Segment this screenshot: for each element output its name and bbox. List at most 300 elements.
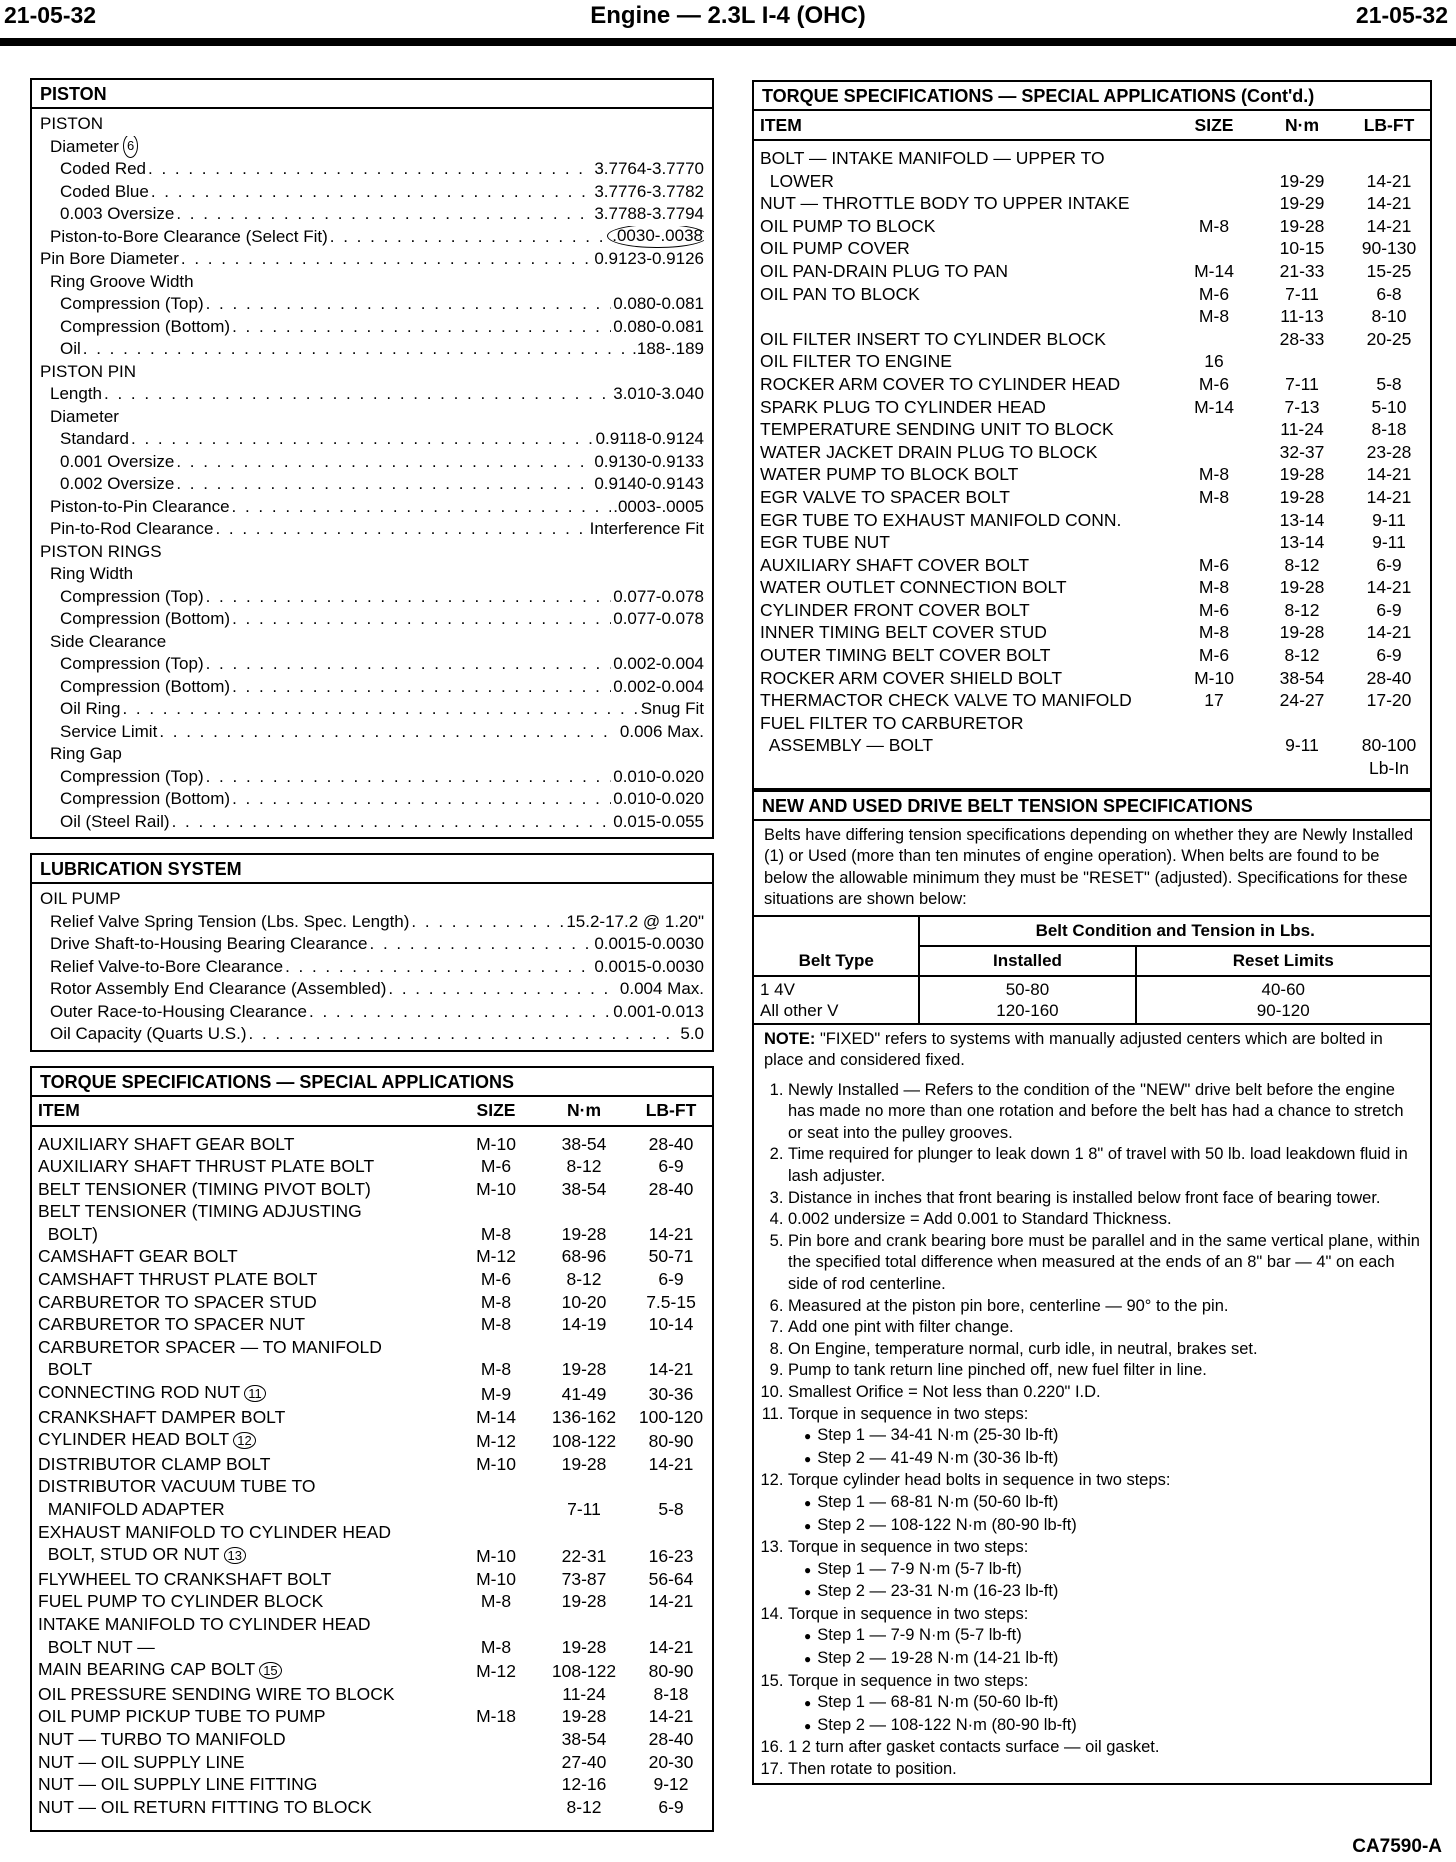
spec-label: Relief Valve Spring Tension (Lbs. Spec. Length) xyxy=(50,911,410,931)
item-value: OIL PUMP PICKUP TUBE TO PUMP xyxy=(38,1706,326,1727)
size-value: M-12 xyxy=(476,1431,516,1452)
item-value: BOLT xyxy=(38,1359,93,1380)
size-cell xyxy=(1172,667,1256,690)
footnote-text: On Engine, temperature normal, curb idle, in neutral, brakes set. xyxy=(788,1339,1258,1358)
lbft-value: 14-21 xyxy=(648,1636,694,1657)
leader-dots xyxy=(232,676,611,699)
lbft-cell xyxy=(630,1428,712,1453)
table-row xyxy=(32,1223,712,1246)
nm-value: 19-28 xyxy=(561,1223,607,1244)
nm-cell xyxy=(1256,554,1348,577)
spec-label: Relief Valve-to-Bore Clearance xyxy=(50,956,284,976)
table-row xyxy=(32,1568,712,1591)
size-value: M-8 xyxy=(480,1314,512,1335)
size-cell xyxy=(1172,509,1256,532)
item-value: ROCKER ARM COVER SHIELD BOLT xyxy=(760,667,1063,688)
item-cell xyxy=(32,1751,454,1774)
item-value: AUXILIARY SHAFT GEAR BOLT xyxy=(38,1133,295,1154)
size-value: M-8 xyxy=(1198,464,1230,485)
spec-value: 0.001-0.013 xyxy=(613,1001,704,1021)
lbft-cell xyxy=(630,1683,712,1706)
item-cell xyxy=(754,644,1172,667)
item-value: WATER JACKET DRAIN PLUG TO BLOCK xyxy=(760,441,1098,462)
spec-label: Diameter xyxy=(50,136,119,156)
size-value: M-6 xyxy=(1198,554,1230,575)
table-row xyxy=(32,1428,712,1453)
footnote-text: Pump to tank return line pinched off, new fuel filter in line. xyxy=(788,1361,1207,1380)
footnote-item xyxy=(788,1470,1420,1537)
torque-cont-table xyxy=(754,111,1430,780)
table-header-row xyxy=(754,111,1430,140)
nm-value: 73-87 xyxy=(561,1568,607,1589)
size-cell xyxy=(454,1453,538,1476)
spec-value: Interference Fit xyxy=(589,519,704,538)
nm-value: 19-29 xyxy=(1279,170,1325,191)
footnote-text: Torque in sequence in two steps: xyxy=(788,1404,1029,1423)
table-row xyxy=(754,373,1430,396)
size-cell xyxy=(454,1705,538,1728)
leader-dots xyxy=(388,978,618,1001)
nm-cell xyxy=(1256,170,1348,193)
size-cell xyxy=(1172,734,1256,757)
nm-value: 11-13 xyxy=(1280,306,1324,327)
footnote-item xyxy=(788,1759,1420,1781)
leader-dots xyxy=(370,933,593,956)
table-row xyxy=(754,734,1430,757)
lbft-value: 14-21 xyxy=(648,1453,694,1474)
lbft-value: 8-18 xyxy=(1371,419,1407,440)
nm-cell xyxy=(538,1683,630,1706)
footnote-marker: 13 xyxy=(224,1547,246,1564)
spec-row xyxy=(40,361,704,384)
lbft-value: 28-40 xyxy=(648,1728,694,1749)
spec-label: PISTON xyxy=(40,114,103,133)
nm-value: 8-12 xyxy=(1284,599,1320,620)
nm-value: 22-31 xyxy=(561,1546,607,1567)
size-value: M-12 xyxy=(476,1246,516,1267)
lbft-cell xyxy=(1348,283,1430,306)
nm-value: 8-12 xyxy=(566,1269,602,1290)
page-title: Engine — 2.3L I-4 (OHC) xyxy=(590,2,866,29)
installed-value: 50-80 xyxy=(1005,979,1050,999)
step-item: ● Step 2 — 108-122 N·m (80-90 lb-ft) xyxy=(804,1515,1420,1538)
footnote-item xyxy=(788,1231,1420,1296)
table-row xyxy=(32,1590,712,1613)
nm-value: 108-122 xyxy=(551,1661,617,1682)
lbft-value: 6-9 xyxy=(658,1156,684,1177)
spec-label: Pin-to-Rod Clearance xyxy=(50,519,214,538)
spec-row xyxy=(40,1001,704,1024)
spec-row xyxy=(40,136,704,159)
footnote-item xyxy=(788,1317,1420,1339)
lbft-value: 14-21 xyxy=(1366,193,1412,214)
table-row xyxy=(32,1155,712,1178)
nm-cell xyxy=(538,1590,630,1613)
nm-cell xyxy=(1256,712,1348,735)
lbft-cell xyxy=(1348,373,1430,396)
lbft-cell xyxy=(1348,644,1430,667)
spec-value: 0.006 Max. xyxy=(619,721,704,741)
spec-row xyxy=(40,653,704,676)
footnote-item xyxy=(788,1671,1420,1738)
size-cell xyxy=(454,1728,538,1751)
lbft-cell xyxy=(1348,621,1430,644)
nm-value: 12-16 xyxy=(561,1774,607,1795)
spec-row xyxy=(40,428,704,451)
spec-row xyxy=(40,676,704,699)
nm-value: 14-19 xyxy=(561,1314,607,1335)
size-value: M-12 xyxy=(476,1661,516,1682)
footnote-item xyxy=(788,1360,1420,1382)
belt-type-value: All other V xyxy=(760,1000,839,1020)
footnote-text: Distance in inches that front bearing is installed below front face of bearing tower. xyxy=(788,1188,1381,1207)
nm-cell xyxy=(1256,192,1348,215)
item-cell xyxy=(754,373,1172,396)
size-value: M-10 xyxy=(476,1546,516,1567)
item-cell xyxy=(32,1381,454,1406)
lbft-cell xyxy=(1348,509,1430,532)
nm-cell xyxy=(538,1126,630,1156)
table-row xyxy=(32,1453,712,1476)
nm-cell xyxy=(538,1358,630,1381)
item-cell xyxy=(32,1178,454,1201)
size-cell xyxy=(1172,396,1256,419)
spec-value: 0.080-0.081 xyxy=(613,294,704,313)
item-value: BOLT NUT — xyxy=(38,1636,155,1657)
footnote-item xyxy=(788,1382,1420,1404)
spec-label: 0.003 Oversize xyxy=(60,204,175,223)
item-cell xyxy=(32,1428,454,1453)
lbft-cell xyxy=(630,1268,712,1291)
lbft-cell xyxy=(1348,396,1430,419)
spec-row xyxy=(40,721,704,744)
nm-cell xyxy=(1256,350,1348,373)
size-value: 16 xyxy=(1204,351,1224,372)
item-value: CYLINDER FRONT COVER BOLT xyxy=(760,599,1030,620)
size-value: M-6 xyxy=(480,1156,512,1177)
lbft-cell xyxy=(630,1200,712,1223)
size-cell xyxy=(1172,554,1256,577)
size-cell xyxy=(454,1568,538,1591)
spec-row xyxy=(40,888,704,911)
spec-label: Compression (Bottom) xyxy=(60,676,231,696)
footnote-marker: 11 xyxy=(244,1385,266,1402)
table-row xyxy=(754,576,1430,599)
nm-value: 41-49 xyxy=(561,1384,607,1405)
col-lbft: LB-FT xyxy=(630,1097,712,1126)
spec-value: 0.004 Max. xyxy=(619,979,704,998)
nm-cell xyxy=(538,1336,630,1359)
nm-cell xyxy=(1256,396,1348,419)
lubrication-heading: LUBRICATION SYSTEM xyxy=(32,855,712,884)
size-cell xyxy=(1172,260,1256,283)
nm-value: 19-28 xyxy=(561,1591,607,1612)
table-row xyxy=(32,1796,712,1819)
lbft-value: 6-9 xyxy=(1376,554,1402,575)
lbft-cell xyxy=(1348,734,1430,757)
lbft-value: 7.5-15 xyxy=(646,1291,696,1312)
size-value: M-6 xyxy=(1198,373,1230,394)
note-text: "FIXED" refers to systems with manually adjusted centers which are bolted in place and considered fixed. xyxy=(764,1029,1383,1070)
spec-value: 0.0015-0.0030 xyxy=(594,934,704,953)
step-item: ● Step 2 — 23-31 N·m (16-23 lb-ft) xyxy=(804,1581,1420,1604)
size-cell xyxy=(1172,621,1256,644)
spec-value: .0003-.0005 xyxy=(613,496,704,516)
nm-cell xyxy=(538,1155,630,1178)
spec-label: 0.001 Oversize xyxy=(60,451,175,471)
table-header-row xyxy=(32,1097,712,1126)
size-cell xyxy=(454,1543,538,1568)
nm-cell xyxy=(1256,509,1348,532)
item-cell xyxy=(32,1590,454,1613)
item-value: OIL FILTER INSERT TO CYLINDER BLOCK xyxy=(760,328,1106,349)
table-row xyxy=(754,621,1430,644)
table-row xyxy=(754,418,1430,441)
item-cell xyxy=(754,689,1172,712)
table-row xyxy=(32,1200,712,1223)
nm-cell xyxy=(538,1313,630,1336)
nm-cell xyxy=(538,1636,630,1659)
item-cell xyxy=(32,1636,454,1659)
size-cell xyxy=(1172,140,1256,170)
nm-value: 13-14 xyxy=(1279,532,1325,553)
size-value: M-10 xyxy=(476,1568,516,1589)
step-list xyxy=(788,1492,1420,1537)
nm-value: 8-12 xyxy=(566,1796,602,1817)
lbft-value: 6-9 xyxy=(658,1269,684,1290)
spec-value: 0.010-0.020 xyxy=(613,789,704,808)
leader-dots xyxy=(232,496,612,519)
item-value: OIL PUMP TO BLOCK xyxy=(760,215,936,236)
item-value: EGR TUBE NUT xyxy=(760,532,890,553)
size-value: M-8 xyxy=(1198,215,1230,236)
lbft-cell xyxy=(630,1705,712,1728)
table-row xyxy=(32,1381,712,1406)
nm-cell xyxy=(538,1178,630,1201)
nm-value: 19-28 xyxy=(561,1359,607,1380)
lbft-value: 14-21 xyxy=(648,1706,694,1727)
item-cell xyxy=(754,712,1172,735)
lbft-value: 14-21 xyxy=(648,1223,694,1244)
lbft-cell xyxy=(630,1590,712,1613)
spec-label: Compression (Bottom) xyxy=(60,609,231,628)
spec-row xyxy=(40,911,704,934)
item-value: NUT — TURBO TO MANIFOLD xyxy=(38,1728,286,1749)
item-value: BOLT, STUD OR NUT xyxy=(38,1544,220,1565)
item-value: FUEL PUMP TO CYLINDER BLOCK xyxy=(38,1591,324,1612)
nm-value: 19-28 xyxy=(561,1706,607,1727)
item-cell xyxy=(32,1313,454,1336)
step-item: ● Step 2 — 41-49 N·m (30-36 lb-ft) xyxy=(804,1448,1420,1471)
item-cell xyxy=(754,441,1172,464)
spec-label: Compression (Top) xyxy=(60,294,204,313)
spec-label: Compression (Top) xyxy=(60,766,204,786)
table-row xyxy=(754,237,1430,260)
item-cell xyxy=(32,1705,454,1728)
lbft-cell xyxy=(630,1453,712,1476)
table-row xyxy=(754,757,1430,780)
nm-cell xyxy=(1256,215,1348,238)
lbft-cell xyxy=(1348,192,1430,215)
leader-dots xyxy=(232,316,611,339)
item-value: NUT — THROTTLE BODY TO UPPER INTAKE xyxy=(760,193,1130,214)
leader-dots xyxy=(232,788,611,811)
item-cell xyxy=(32,1245,454,1268)
lbft-cell xyxy=(1348,441,1430,464)
spec-label: Coded Blue xyxy=(60,181,149,201)
spec-value: 0.077-0.078 xyxy=(613,609,704,628)
col-installed: Installed xyxy=(919,946,1135,976)
size-cell xyxy=(454,1178,538,1201)
size-value: M-10 xyxy=(476,1133,516,1154)
item-cell xyxy=(754,396,1172,419)
leader-dots xyxy=(411,911,564,934)
lbft-cell xyxy=(630,1521,712,1544)
step-item: ● Step 1 — 68-81 N·m (50-60 lb-ft) xyxy=(804,1692,1420,1715)
spec-row xyxy=(40,698,704,721)
lbft-value: 28-40 xyxy=(648,1133,694,1154)
table-row xyxy=(32,1705,712,1728)
lbft-cell xyxy=(630,1636,712,1659)
nm-value: 11-24 xyxy=(1280,419,1324,440)
lbft-value: 6-9 xyxy=(658,1796,684,1817)
item-cell xyxy=(32,1406,454,1429)
item-cell xyxy=(754,667,1172,690)
nm-value: 8-12 xyxy=(1284,554,1320,575)
table-row xyxy=(754,215,1430,238)
lbft-cell xyxy=(630,1613,712,1636)
table-row xyxy=(754,531,1430,554)
nm-cell xyxy=(538,1613,630,1636)
spec-row xyxy=(40,956,704,979)
lbft-value: 80-90 xyxy=(648,1431,694,1452)
lbft-value: 14-21 xyxy=(648,1591,694,1612)
step-list xyxy=(788,1692,1420,1737)
item-value: CRANKSHAFT DAMPER BOLT xyxy=(38,1406,286,1427)
spec-label: Compression (Bottom) xyxy=(60,789,231,808)
table-row xyxy=(754,260,1430,283)
leader-dots xyxy=(285,956,592,979)
lbft-cell xyxy=(630,1796,712,1819)
table-row xyxy=(32,1636,712,1659)
step-item: ● Step 1 — 34-41 N·m (25-30 lb-ft) xyxy=(804,1425,1420,1448)
installed-value: 120-160 xyxy=(996,1000,1059,1020)
nm-cell xyxy=(1256,328,1348,351)
table-row xyxy=(754,976,1430,1023)
item-cell xyxy=(32,1796,454,1819)
item-value: EGR VALVE TO SPACER BOLT xyxy=(760,486,1010,507)
spec-row xyxy=(40,473,704,496)
nm-cell xyxy=(538,1705,630,1728)
table-row xyxy=(32,1613,712,1636)
spec-label: Piston-to-Pin Clearance xyxy=(50,496,230,516)
spec-value: 0.010-0.020 xyxy=(613,766,704,786)
lbft-cell xyxy=(630,1381,712,1406)
table-row xyxy=(32,1658,712,1683)
item-cell xyxy=(754,260,1172,283)
item-cell xyxy=(32,1683,454,1706)
nm-cell xyxy=(1256,441,1348,464)
spec-label: Oil Capacity (Quarts U.S.) xyxy=(50,1024,247,1043)
leader-dots xyxy=(181,248,592,271)
nm-cell xyxy=(538,1751,630,1774)
spec-row xyxy=(40,406,704,429)
spec-row xyxy=(40,181,704,204)
size-cell xyxy=(454,1796,538,1819)
footnote-item xyxy=(788,1144,1420,1187)
lbft-cell xyxy=(630,1155,712,1178)
spec-label: Oil xyxy=(60,339,81,358)
lbft-cell xyxy=(1348,260,1430,283)
spec-label: OIL PUMP xyxy=(40,889,121,908)
item-cell xyxy=(754,328,1172,351)
page-number-right: 21-05-32 xyxy=(1355,2,1448,28)
lbft-cell xyxy=(630,1475,712,1498)
nm-cell xyxy=(538,1245,630,1268)
step-item: ● Step 1 — 7-9 N·m (5-7 lb-ft) xyxy=(804,1625,1420,1648)
note-label: NOTE: xyxy=(764,1029,816,1048)
piston-spec-list xyxy=(32,109,712,837)
table-row xyxy=(32,1498,712,1521)
belt-intro-text: Belts have differing tension specifications depending on whether they are Newly Installed (1) or Used (more than ten minutes of engine operation). When belts are found to be below the allowable minimum they must be "RESET" (adjusted). Specifications for these situations are shown below: xyxy=(764,825,1414,909)
nm-value: 68-96 xyxy=(561,1246,607,1267)
size-cell xyxy=(454,1268,538,1291)
item-cell xyxy=(32,1200,454,1223)
leader-dots xyxy=(232,608,611,631)
size-cell xyxy=(1172,486,1256,509)
leader-dots xyxy=(151,181,593,204)
lbft-value: 9-11 xyxy=(1372,509,1406,530)
lbft-value: Lb-In xyxy=(1369,758,1409,779)
lbft-cell xyxy=(1348,350,1430,373)
size-cell xyxy=(1172,283,1256,306)
nm-cell xyxy=(1256,237,1348,260)
footnotes xyxy=(754,1076,1430,1783)
torque-special-heading: TORQUE SPECIFICATIONS — SPECIAL APPLICATIONS xyxy=(32,1068,712,1097)
nm-cell xyxy=(1256,486,1348,509)
table-row xyxy=(754,667,1430,690)
spec-row xyxy=(40,586,704,609)
item-cell xyxy=(32,1268,454,1291)
spec-label: Compression (Top) xyxy=(60,586,204,606)
item-cell xyxy=(754,283,1172,306)
spec-value: 0.0015-0.0030 xyxy=(594,956,704,976)
spec-row xyxy=(40,271,704,294)
item-value: CARBURETOR TO SPACER NUT xyxy=(38,1314,306,1335)
footnote-item xyxy=(788,1209,1420,1231)
table-row xyxy=(32,1313,712,1336)
spec-row xyxy=(40,518,704,541)
spec-label: Ring Gap xyxy=(50,744,122,763)
footnote-text: Torque in sequence in two steps: xyxy=(788,1538,1029,1557)
footnote-item xyxy=(788,1080,1420,1145)
nm-value: 38-54 xyxy=(561,1728,607,1749)
table-row xyxy=(32,1336,712,1359)
size-value: M-10 xyxy=(476,1178,516,1199)
lbft-value: 14-21 xyxy=(1366,215,1412,236)
nm-cell xyxy=(1256,599,1348,622)
lbft-cell xyxy=(1348,599,1430,622)
table-row xyxy=(754,305,1430,328)
footnote-text: Torque in sequence in two steps: xyxy=(788,1671,1029,1690)
item-value: NUT — OIL SUPPLY LINE xyxy=(38,1751,245,1772)
nm-value: 19-28 xyxy=(1279,577,1325,598)
item-cell xyxy=(754,140,1172,170)
nm-cell xyxy=(1256,734,1348,757)
footnote-list xyxy=(764,1080,1420,1781)
nm-cell xyxy=(538,1223,630,1246)
spec-value: Snug Fit xyxy=(640,699,704,718)
